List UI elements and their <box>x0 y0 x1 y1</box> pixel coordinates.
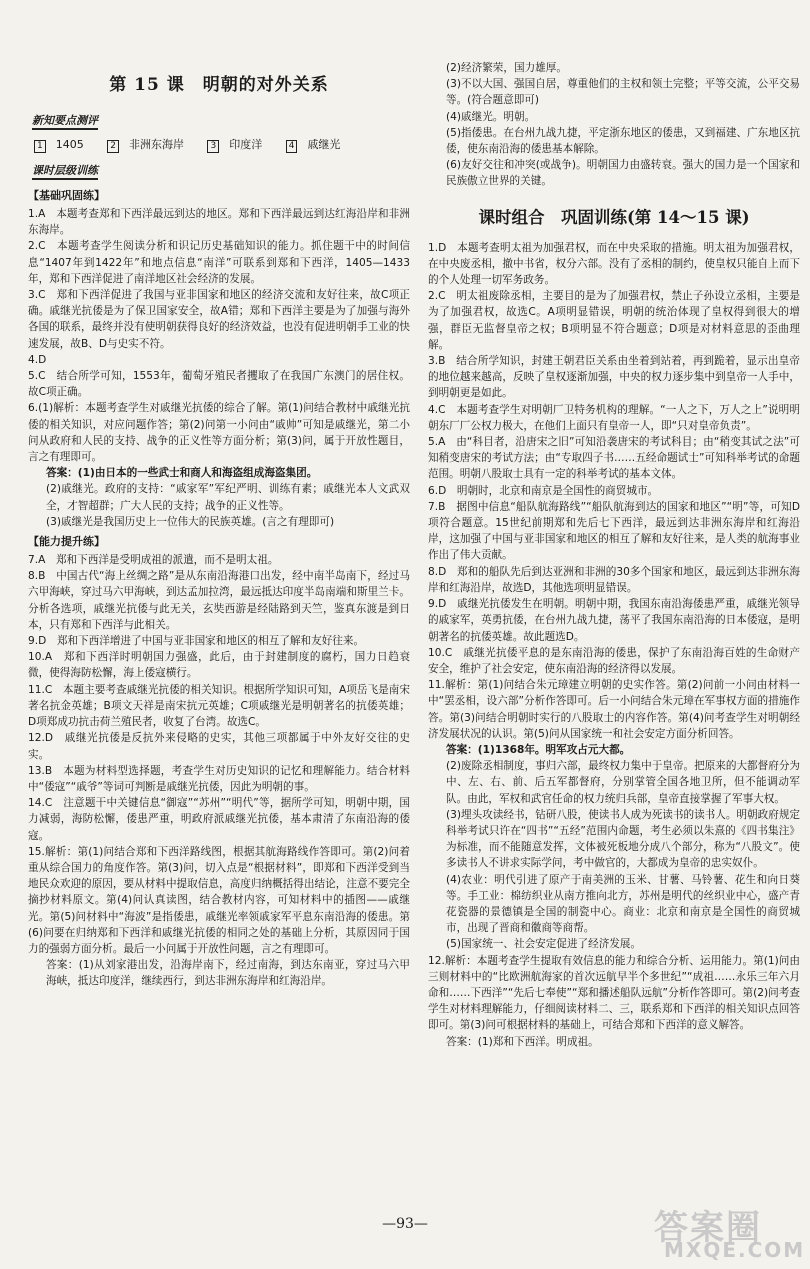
watermark-url: MXQE.COM <box>664 1238 806 1262</box>
answer-item: 12.D 戚继光抗倭是反抗外来侵略的史实，其他三项都属于中外友好交往的史实。 <box>28 732 410 761</box>
section-title: 课时组合 巩固训练(第 14～15 课) <box>478 207 750 227</box>
answer-item: 7.B 据图中信息“船队航海路线”“船队航海到达的国家和地区”“明”等，可知D项符合题意。15世纪前期郑和先后七下西洋，最远到达非洲东海岸和红海沿岸，这加强了中国与亚非国家和地区的相互了解和友好往来，是人类的航海事业作出了伟大贡献。 <box>428 500 800 562</box>
page-number: —93— <box>382 1216 428 1232</box>
continued-answers <box>428 60 800 190</box>
answer-item: 12.解析：本题考查学生提取有效信息的能力和综合分析、运用能力。第(1)问由三则材料中的“比欧洲航海家的首次远航早半个多世纪”“成祖……永乐三年六月命和……下西洋”“先后七奉使”“郑和播述船队远航”分析作答即可。第(2)问考查学生对材料理解能力，仔细阅读材料二、三，联系郑和下西洋的相关知识点回答即可。第(3)问可根据材料的基础上，可结合郑和下西洋的意义解答。 <box>428 954 800 1032</box>
answer-item: 6.D 明朝时，北京和南京是全国性的商贸城市。 <box>428 484 659 497</box>
answer-item: 3.C 郑和下西洋促进了我国与亚非国家和地区的经济交流和友好往来，故C项正确。戚继光抗倭是为了保卫国家安全，故A错；郑和下西洋主要是为了加强与海外各国的联系，最终并没有使明朝获得良好的经济效益，也没有促进明朝手工业的快速发展，故B、D与史实不符。 <box>28 289 410 350</box>
key-answer-3: 3 印度洋 <box>207 138 272 151</box>
answer-item: 答案：(1)1368年。明军攻占元大都。 <box>446 743 631 756</box>
answer-item: 8.B 中国古代“海上丝绸之路”是从东南沿海港口出发，经中南半岛南下，经过马六甲海峡，穿过马六甲海峡，到达孟加拉湾，最远抵达印度半岛南端和斯里兰卡。分析各选项，戚继光抗倭与此无关，玄奘西游是经陆路到天竺，鉴真东渡是到日本，只有郑和下西洋与此相关。 <box>28 570 410 631</box>
answer-item: (3)戚继光是我国历史上一位伟大的民族英雄。(言之有理即可) <box>46 515 335 528</box>
answer-item: 15.解析：第(1)问结合郑和下西洋路线图，根据其航海路线作答即可。第(2)问着重从综合国力的角度作答。第(3)问，切入点是“根据材料”，即郑和下西洋受到当地民众欢迎的原因，要从材料中提取信息，高度归纳概括得出结论，注意不要完全摘抄材料原文。第(4)问认真读图，结合教材内容，可知材料中的插图——戚继光。第(5)问材料中“海波”是指倭患，戚继光率领戚家军平息东南沿海的倭患。第(6)问要在归纳郑和下西洋和戚继光抗倭的相同之处的基础上分析，其原因同于国力的强弱方面分析。最后一小问属于开放性问题，言之有理即可。 <box>28 845 410 955</box>
answer-item: (5)国家统一、社会安定促进了经济发展。 <box>446 938 642 951</box>
answer-item: 7.A 郑和下西洋是受明成祖的派遣，而不是明太祖。 <box>28 554 279 567</box>
key-answer-2: 2 非洲东海岸 <box>107 138 194 151</box>
answer-item: (3)不以大国、强国自居，尊重他们的主权和领土完整；平等交流，公平交易等。(符合题意即可) <box>446 78 801 107</box>
right-column <box>428 0 800 1050</box>
answer-item: (6)友好交往和冲突(或战争)。明朝国力由盛转衰。强大的国力是一个国家和民族傲立世界的关键。 <box>446 159 800 188</box>
answer-item: 3.B 结合所学知识，封建王朝君臣关系由坐着到站着，再到跪着，显示出皇帝的地位越来越高，反映了皇权逐渐加强，中央的权力逐步集中到皇帝一人手中，到明朝更是如此。 <box>428 355 800 400</box>
answer-item: 9.D 郑和下西洋增进了中国与亚非国家和地区的相互了解和友好往来。 <box>28 635 365 648</box>
answer-item: 答案：(1)从刘家港出发，沿海岸南下，经过南海，到达东南亚，穿过马六甲海峡，抵达印度洋，继续西行，到达非洲东海岸和红海沿岸。 <box>46 959 410 988</box>
answer-item: 5.C 结合所学可知，1553年，葡萄牙殖民者攫取了在我国广东澳门的居住权。故C项正确。 <box>28 370 410 399</box>
hierarchy-training-label: 课时层级训练 <box>32 162 98 180</box>
lesson-title: 第 15 课 明朝的对外关系 <box>109 75 329 95</box>
answer-item: 4.C 本题考查学生对明朝厂卫特务机构的理解。“一人之下，万人之上”说明明朝东厂厂公权力极大，在他们上面只有皇帝一人，即“只对皇帝负责”。 <box>428 403 800 432</box>
answer-item: 9.D 戚继光抗倭发生在明朝。明朝中期，我国东南沿海倭患严重，戚继光领导的戚家军，英勇抗倭，在台州九战九捷，荡平了我国东南沿海的日本倭寇，是明朝著名的抗倭英雄。故此题选D。 <box>428 598 800 643</box>
ability-answers <box>28 552 410 989</box>
answer-item: 10.C 戚继光抗倭平息的是东南沿海的倭患，保护了东南沿海百姓的生命财产安全，维护了社会安定，使东南沿海的经济得以发展。 <box>428 646 800 675</box>
left-column <box>28 0 410 990</box>
answer-item: 14.C 注意题干中关键信息“御寇”“苏州”“明代”等，据所学可知，明朝中期，国力减弱，海防松懈，倭患严重，明政府派戚继光抗倭，基本肃清了东南沿海的倭寇。 <box>28 797 410 842</box>
answer-item: 1.D 本题考查明太祖为加强君权，而在中央采取的措施。明太祖为加强君权，在中央废丞相，撤中书省，权分六部。没有了丞相的制约，使皇权只能自上而下的个人处理一切军务政务。 <box>428 241 800 287</box>
answer-item: 1.A 本题考查郑和下西洋最远到达的地区。郑和下西洋最远到达红海沿岸和非洲东海岸。 <box>28 208 410 237</box>
answer-item: 答案：(1)郑和下西洋。明成祖。 <box>446 1035 599 1048</box>
answer-item: 5.A 由“科目者，沿唐宋之旧”可知沿袭唐宋的考试科目；由“稍变其试之法”可知稍变唐宋的考试方法；由“专取四子书……五经命题试士”可知科举考试的命题范围。明朝八股取士具有一定的科举考试的基本文体。 <box>428 436 800 481</box>
answer-item: (3)埋头攻读经书，钻研八股，使读书人成为死读书的读书人。明朝政府规定科举考试只许在“四书”“五经”范围内命题，考生必须以朱熹的《四书集注》为标准，而不能随意发挥，文体被死板地分成八个部分，称为“八股文”。使多读书人不讲求实际学问，考中做官的，大都成为皇帝的忠实奴仆。 <box>446 808 801 870</box>
answer-item: 11.C 本题主要考查戚继光抗倭的相关知识。根据所学知识可知，A项岳飞是南宋著名抗金英雄；B项文天祥是南宋抗元英雄；C项戚继光是明朝著名的抗倭英雄；D项郑成功抗击荷兰殖民者，收复了台湾。故选C。 <box>28 683 410 729</box>
answer-item: 6.(1)解析：本题考查学生对戚继光抗倭的综合了解。第(1)问结合教材中戚继光抗倭的相关知识，对应问题作答；第(2)问第一小问由“戚帅”可知是戚继光，第二小问从政府和人民的支持、战争的正义性等方面分析；第(3)问，属于开放性题目，言之有理即可。 <box>28 402 410 464</box>
answer-item: 2.C 本题考查学生阅读分析和识记历史基础知识的能力。抓住题干中的时间信息“1407年到1422年”和地点信息“南洋”可联系到郑和下西洋，1405—1433年，郑和下西洋促进了南洋地区社会经济的发展。 <box>28 240 410 285</box>
answer-item: 10.A 郑和下西洋时明朝国力强盛，此后，由于封建制度的腐朽，国力日趋衰微，使得海防松懈，海上倭寇横行。 <box>28 651 410 680</box>
key-answer-4: 4 戚继光 <box>286 138 351 151</box>
basic-answers <box>28 206 410 530</box>
answer-item: (5)指倭患。在台州九战九捷，平定浙东地区的倭患，又到福建、广东地区抗倭，使东南沿海的倭患基本解除。 <box>446 126 801 156</box>
key-answer-1: 1 1405 <box>34 138 94 151</box>
answer-item: (4)农业：明代引进了原产于南美洲的玉米、甘薯、马铃薯、花生和向日葵等。手工业：棉纺织业从南方推向北方，苏州是明代的丝织业中心，盛产青花瓷器的景德镇是全国的制瓷中心。商业：北京和南京是全国性的商贸城市，出现了晋商和徽商等商帮。 <box>446 873 800 935</box>
answer-item: 4.D <box>28 353 47 366</box>
answer-item: (2)戚继光。政府的支持：“戚家军”军纪严明、训练有素；戚继光本人文武双全，才智超群；广大人民的支持；战争的正义性等。 <box>46 483 410 512</box>
answer-item: (2)经济繁荣，国力雄厚。 <box>446 62 567 74</box>
answer-item: 答案：(1)由日本的一些武士和商人和海盗组成海盗集团。 <box>46 467 318 480</box>
answer-item: 11.解析：第(1)问结合朱元璋建立明朝的史实作答。第(2)问前一小问由材料一中“罢丞相，设六部”分析作答即可。后一小问结合朱元璋在军事权方面的措施作答。第(3)问结合明朝时实行的八股取士的内容作答。第(4)问考查学生对明朝经济发展状况的认识。第(5)问从国家统一和社会安定方面分析回答。 <box>428 679 800 740</box>
new-knowledge-label: 新知要点测评 <box>32 112 98 130</box>
answer-item: 2.C 明太祖废除丞相，主要目的是为了加强君权，禁止子孙设立丞相，主要是为了加强君权，故选C。A项明显错误，明朝的统治体现了皇权得到很大的增强，群臣无监督皇帝之权；B项明显不符合题意；D项是对材料意思的歪曲理解。 <box>428 290 800 351</box>
answer-item: (4)戚继光。明朝。 <box>446 110 536 123</box>
answer-item: 13.B 本题为材料型选择题，考查学生对历史知识的记忆和理解能力。结合材料中“倭寇”“戚爷”等词可判断是戚继光抗倭，因此为明朝的事。 <box>28 764 410 793</box>
watermark-logo-text: 答案圈 <box>654 1208 762 1248</box>
section-basic: 【基础巩固练】 <box>28 189 105 202</box>
section-ability: 【能力提升练】 <box>28 535 105 549</box>
combined-answers <box>428 240 800 1050</box>
answer-item: (2)废除丞相制度，事归六部，最终权力集中于皇帝。把原来的大都督府分为中、左、右、前、后五军都督府，分别掌管全国各地卫所，但不能调动军队。由此，军权和武官任命的权力统归兵部，皇帝直接掌握了军事大权。 <box>446 760 801 805</box>
key-answers-row <box>34 136 410 153</box>
answer-item: 8.D 郑和的船队先后到达亚洲和非洲的30多个国家和地区，最远到达非洲东海岸和红海沿岸，故选D，其他选项明显错误。 <box>428 565 800 594</box>
